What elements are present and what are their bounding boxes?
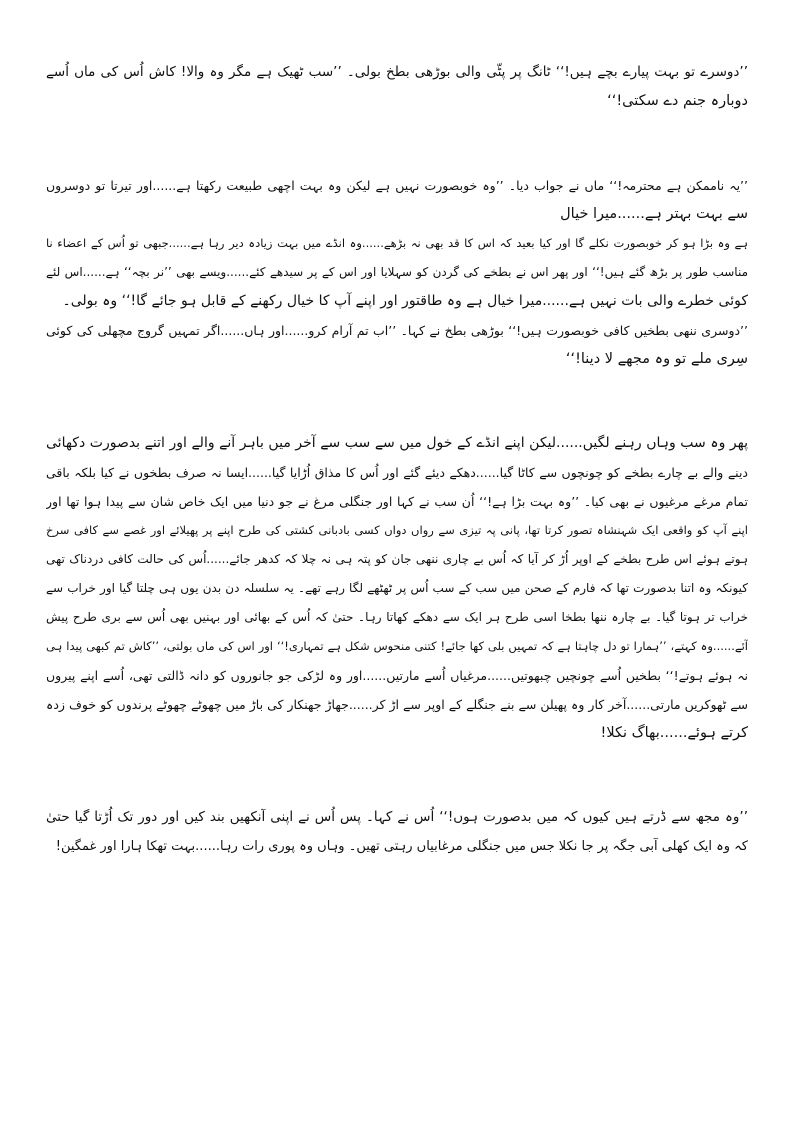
paragraph-4: [46, 803, 748, 861]
text-line: کوئی خطرے والی بات نہیں ہے......میرا خیال ہے وہ طاقتور اور اپنے آپ کا خیال رکھنے کے قابل ہو جائے گا!‘‘ وہ بولی۔: [62, 293, 748, 309]
document-page: [46, 58, 748, 861]
text-line: کہ وہ ایک کھلی آبی جگہ پر جا نکلا جس میں جنگلی مرغابیاں رہتی تھیں۔ وہاں وہ پوری رات رہا......بہت تھکا ہارا اور غمگین!: [55, 839, 748, 854]
text-line: دوبارہ جنم دے سکتی!‘‘: [607, 93, 748, 109]
text-line: ’’یہ ناممکن ہے محترمہ!‘‘ ماں نے جواب دیا۔ ’’وہ خوبصورت نہیں ہے لیکن وہ بہت اچھی طبیعت رکھتا ہے......اور تیرتا تو دوسروں: [46, 178, 748, 193]
text-line: ’’وہ مجھ سے ڈرتے ہیں کیوں کہ میں بدصورت ہوں!‘‘ اُس نے کہا۔ پس اُس نے اپنی آنکھیں بند کیں اور دور تک اُڑتا گیا حتیٰ: [46, 809, 748, 825]
text-line: مناسب طور پر بڑھ گئے ہیں!‘‘ اور پھر اس نے بطخے کی گردن کو سہلایا اور اس کے پر سیدھے کئے......ویسے بھی ’’نر بچہ‘‘ ہے......اس لئے: [46, 265, 748, 279]
paragraph-gap: [46, 116, 748, 171]
text-line: کرتے ہوئے......بھاگ نکلا!: [600, 725, 748, 741]
text-line: خراب تر ہوتا گیا۔ بے چارہ ننھا بطخا اسی طرح ہر ایک سے دھکے کھاتا رہا۔ حتیٰ کہ اُس کے بھائی اور بہنیں بھی اُس سے بری طرح پیش: [46, 610, 748, 624]
paragraph-gap: [46, 374, 748, 429]
text-line: ہے وہ بڑا ہو کر خوبصورت نکلے گا اور کیا بعید کہ اس کا قد بھی نہ بڑھے......وہ انڈے میں بہت زیادہ دیر رہا ہے......جبھی تو اُس کے اعضاء نا: [46, 236, 748, 250]
text-line: ’’دوسرے تو بہت پیارے بچے ہیں!‘‘ ٹانگ پر پٹّی والی بوڑھی بطخ بولی۔ ’’سب ٹھیک ہے مگر وہ والا! کاش اُس کی ماں اُسے: [46, 64, 748, 80]
text-line: کیونکہ وہ اتنا بدصورت تھا کہ فارم کے صحن میں سب کے سب اُس پر ٹھٹھے لگا رہے تھے۔ یہ سلسلہ دن بدن یوں ہی چلتا گیا اور خراب سے: [46, 581, 748, 595]
text-line: اپنے آپ کو واقعی ایک شہنشاہ تصور کرتا تھا، پانی پہ تیزی سے رواں دواں کسی بادبانی کشتی کی طرح اپنے پر پھیلائے اور غصے سے کافی سرخ: [46, 523, 748, 537]
text-line: تمام مرغے مرغیوں نے بھی کیا۔ ’’وہ بہت بڑا ہے!‘‘ اُن سب نے کہا اور جنگلی مرغ نے جو دنیا میں ایک خاص شان سے پیدا ہوا تھا اور: [46, 494, 748, 509]
text-line: نہ ہوئے ہوتے!‘‘ بطخیں اُسے چونچیں چبھوتیں......مرغیاں اُسے مارتیں......اور وہ لڑکی جو جانوروں کو دانہ ڈالتی تھی، اُسے اپنے پیروں: [46, 668, 748, 683]
paragraph-gap: [46, 748, 748, 803]
text-line: سے بہت بہتر ہے......میرا خیال: [560, 206, 748, 222]
text-line: پھر وہ سب وہاں رہنے لگیں......لیکن اپنے انڈے کے خول میں سے سب سے آخر میں باہر آنے والے اور اتنے بدصورت دکھائی: [46, 435, 748, 451]
text-line: دینے والے بے چارے بطخے کو چونچوں سے کاٹا گیا......دھکے دیئے گئے اور اُس کا مذاق اُڑایا گیا......ایسا نہ صرف بطخوں نے کیا بلکہ باقی: [46, 465, 748, 480]
text-line: ’’دوسری ننھی بطخیں کافی خوبصورت ہیں!‘‘ بوڑھی بطخ نے کہا۔ ’’اب تم آرام کرو......اور ہاں......اگر تمہیں گروج مچھلی کی کوئی: [46, 323, 748, 338]
text-line: ہوتے ہوئے اس طرح بطخے کے اوپر اُڑ کر آیا کہ اُس بے چاری ننھی جان کو پتہ ہی نہ چلا کہ کدھر جائے......اُس کی حالت کافی دردناک تھی: [46, 552, 748, 566]
text-line: سے ٹھوکریں مارتی......آخر کار وہ پھیلن سے بنے جنگلے کے اوپر سے اڑ کر......جھاڑ جھنکار کی باڑ میں چھوٹے چھوٹے پرندوں کو خوف زدہ: [46, 697, 748, 712]
paragraph-2: [46, 171, 748, 374]
text-line: سِری ملے تو وہ مجھے لا دینا!‘‘: [565, 351, 748, 367]
paragraph-3: [46, 429, 748, 748]
paragraph-1: [46, 58, 748, 116]
text-line: آئے......وہ کہتے، ’’ہمارا تو دل چاہتا ہے کہ تمہیں بلی کھا جائے! کتنی منحوس شکل ہے تمہاری!‘‘ اور اس کی ماں بولتی، ’’کاش تم کبھی پیدا ہی: [46, 639, 748, 653]
